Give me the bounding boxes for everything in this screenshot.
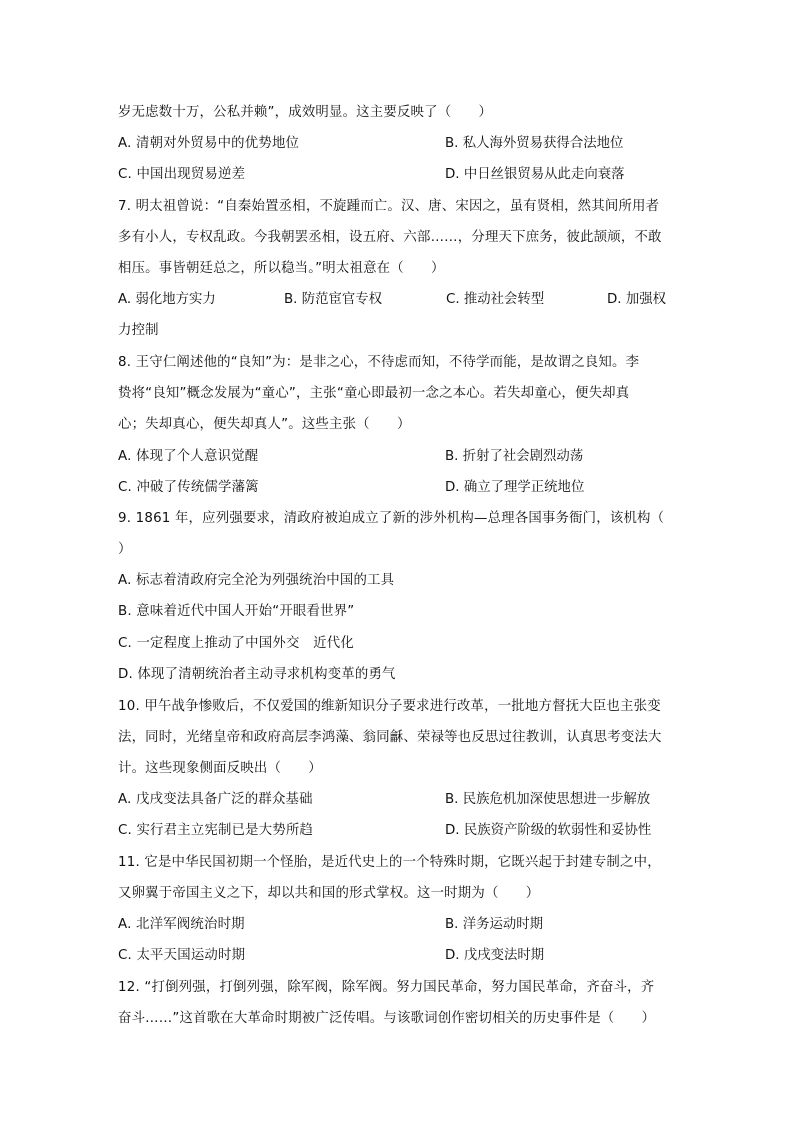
question-10-stem-line3: 计。这些现象侧面反映出（ ） bbox=[118, 761, 322, 776]
option-6d: D. 中日丝银贸易从此走向衰落 bbox=[445, 167, 625, 182]
question-11-stem-line1: 11. 它是中华民国初期一个怪胎，是近代史上的一个特殊时期，它既兴起于封建专制之中， bbox=[118, 855, 661, 870]
option-9b: B. 意味着近代中国人开始“开眼看世界” bbox=[118, 604, 355, 619]
question-9-stem-line2: ） bbox=[118, 542, 132, 557]
option-9c: C. 一定程度上推动了中国外交 近代化 bbox=[118, 636, 354, 651]
option-7b: B. 防范宦官专权 bbox=[284, 292, 383, 307]
option-6b: B. 私人海外贸易获得合法地位 bbox=[445, 136, 624, 151]
option-10a: A. 戊戌变法具备广泛的群众基础 bbox=[118, 792, 313, 807]
option-10b: B. 民族危机加深使思想进一步解放 bbox=[445, 792, 651, 807]
option-6a: A. 清朝对外贸易中的优势地位 bbox=[118, 136, 300, 151]
option-8c: C. 冲破了传统儒学藩篱 bbox=[118, 480, 259, 495]
option-10c: C. 实行君主立宪制已是大势所趋 bbox=[118, 823, 314, 838]
question-8-stem-line3: 心；失却真心，便失却真人”。这些主张（ ） bbox=[118, 417, 411, 432]
question-12-stem-line1: 12. “打倒列强，打倒列强，除军阀，除军阀。努力国民革命，努力国民革命，齐奋斗，齐 bbox=[118, 980, 655, 995]
question-6-stem-tail: 岁无虑数十万，公私并赖”，成效明显。这主要反映了（ ） bbox=[118, 105, 493, 120]
question-7-stem-line2: 多有小人，专权乱政。今我朝罢丞相，设五府、六部……，分理天下庶务，彼此颉颃，不敢 bbox=[118, 230, 662, 245]
option-11b: B. 洋务运动时期 bbox=[445, 917, 544, 932]
option-7a: A. 弱化地方实力 bbox=[118, 292, 216, 307]
question-7-stem-line1: 7. 明太祖曾说：“自秦始置丞相，不旋踵而亡。汉、唐、宋因之，虽有贤相，然其间所用者 bbox=[118, 199, 660, 214]
option-9d: D. 体现了清朝统治者主动寻求机构变革的勇气 bbox=[118, 667, 396, 682]
option-7c: C. 推动社会转型 bbox=[446, 292, 545, 307]
option-7d-continued: 力控制 bbox=[118, 323, 159, 338]
question-12-stem-line2: 奋斗……”这首歌在大革命时期被广泛传唱。与该歌词创作密切相关的历史事件是（ ） bbox=[118, 1011, 656, 1026]
option-7d: D. 加强权 bbox=[607, 292, 666, 307]
question-11-stem-line2: 又卵翼于帝国主义之下，却以共和国的形式掌权。这一时期为（ ） bbox=[118, 886, 540, 901]
option-8b: B. 折射了社会剧烈动荡 bbox=[445, 449, 584, 464]
question-8-stem-line2: 贽将“良知”概念发展为“童心”，主张“童心即最初一念之本心。若失却童心，便失却真 bbox=[118, 386, 630, 401]
question-10-stem-line2: 法，同时，光绪皇帝和政府高层李鸿藻、翁同龢、荣禄等也反思过往教训，认真思考变法大 bbox=[118, 730, 662, 745]
question-10-stem-line1: 10. 甲午战争惨败后，不仅爱国的维新知识分子要求进行改革，一批地方督抚大臣也主张变 bbox=[118, 699, 661, 714]
option-6c: C. 中国出现贸易逆差 bbox=[118, 167, 246, 182]
option-9a: A. 标志着清政府完全沦为列强统治中国的工具 bbox=[118, 573, 395, 588]
option-8d: D. 确立了理学正统地位 bbox=[445, 480, 585, 495]
option-8a: A. 体现了个人意识觉醒 bbox=[118, 449, 259, 464]
question-9-stem-line1: 9. 1861 年，应列强要求，清政府被迫成立了新的涉外机构—总理各国事务衙门，该机构（ bbox=[118, 511, 665, 526]
question-8-stem-line1: 8. 王守仁阐述他的“良知”为：是非之心，不待虑而知，不待学而能，是故谓之良知。李 bbox=[118, 355, 640, 370]
option-11d: D. 戊戌变法时期 bbox=[445, 948, 545, 963]
option-11c: C. 太平天国运动时期 bbox=[118, 948, 246, 963]
option-11a: A. 北洋军阀统治时期 bbox=[118, 917, 245, 932]
option-10d: D. 民族资产阶级的软弱性和妥协性 bbox=[445, 823, 652, 838]
question-7-stem-line3: 相压。事皆朝廷总之，所以稳当。”明太祖意在（ ） bbox=[118, 261, 445, 276]
